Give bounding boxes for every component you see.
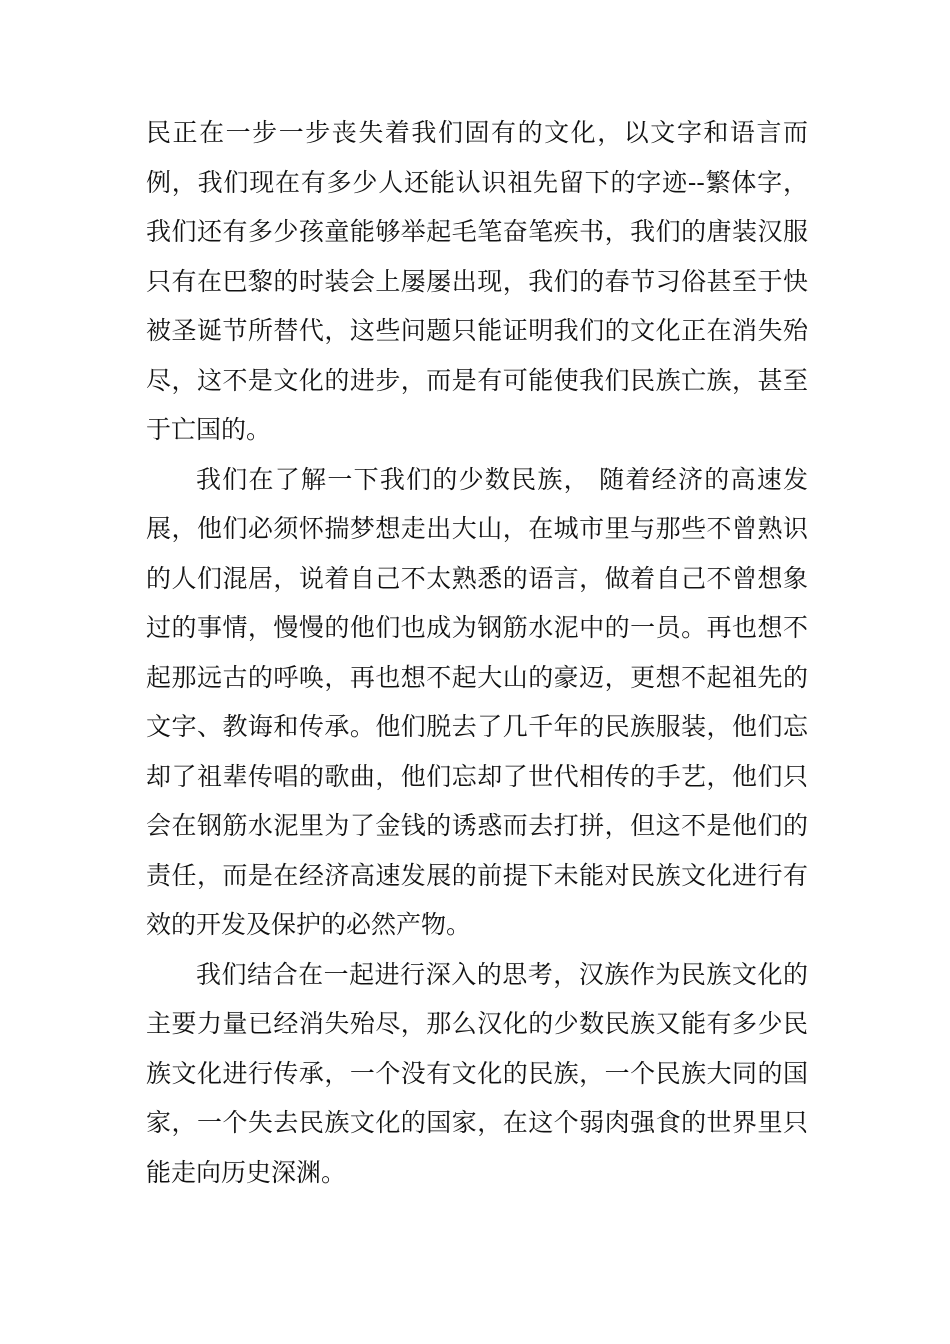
paragraph-2 [146, 455, 808, 950]
text-line: 能走向历史深渊。 [146, 1157, 347, 1187]
text-line: 家，一个失去民族文化的国家，在这个弱肉强食的世界里只 [146, 1108, 808, 1137]
paragraph-3 [146, 950, 808, 1198]
text-line: 民正在一步一步丧失着我们固有的文化，以文字和语言而 [146, 118, 808, 147]
text-line: 文字、教诲和传承。他们脱去了几千年的民族服装，他们忘 [146, 712, 808, 741]
text-line: 过的事情，慢慢的他们也成为钢筋水泥中的一员。再也想不 [146, 613, 808, 642]
text-line: 会在钢筋水泥里为了金钱的诱惑而去打拼，但这不是他们的 [146, 811, 808, 840]
text-line: 我们结合在一起进行深入的思考，汉族作为民族文化的 [196, 959, 808, 989]
text-line: 被圣诞节所替代，这些问题只能证明我们的文化正在消失殆 [146, 316, 808, 345]
text-line: 例，我们现在有多少人还能认识祖先留下的字迹--繁体字， [146, 167, 808, 197]
text-line: 责任，而是在经济高速发展的前提下未能对民族文化进行有 [146, 860, 808, 890]
text-line: 却了祖辈传唱的歌曲，他们忘却了世代相传的手艺，他们只 [146, 761, 808, 791]
text-line: 主要力量已经消失殆尽，那么汉化的少数民族又能有多少民 [146, 1009, 808, 1038]
document-body [146, 108, 808, 1197]
paragraph-1 [146, 108, 808, 455]
text-line: 尽，这不是文化的进步，而是有可能使我们民族亡族，甚至 [146, 365, 808, 395]
text-line: 于亡国的。 [146, 415, 272, 444]
text-line: 效的开发及保护的必然产物。 [146, 910, 472, 939]
text-line: 起那远古的呼唤，再也想不起大山的豪迈，更想不起祖先的 [146, 662, 808, 692]
text-line: 展，他们必须怀揣梦想走出大山，在城市里与那些不曾熟识 [146, 514, 808, 543]
text-line: 只有在巴黎的时装会上屡屡出现，我们的春节习俗甚至于快 [146, 266, 808, 296]
text-line: 族文化进行传承，一个没有文化的民族，一个民族大同的国 [146, 1058, 808, 1088]
text-line: 的人们混居，说着自己不太熟悉的语言，做着自己不曾想象 [146, 563, 808, 593]
text-line: 我们在了解一下我们的少数民族， 随着经济的高速发 [196, 464, 808, 494]
text-line: 我们还有多少孩童能够举起毛笔奋笔疾书，我们的唐装汉服 [146, 217, 808, 246]
